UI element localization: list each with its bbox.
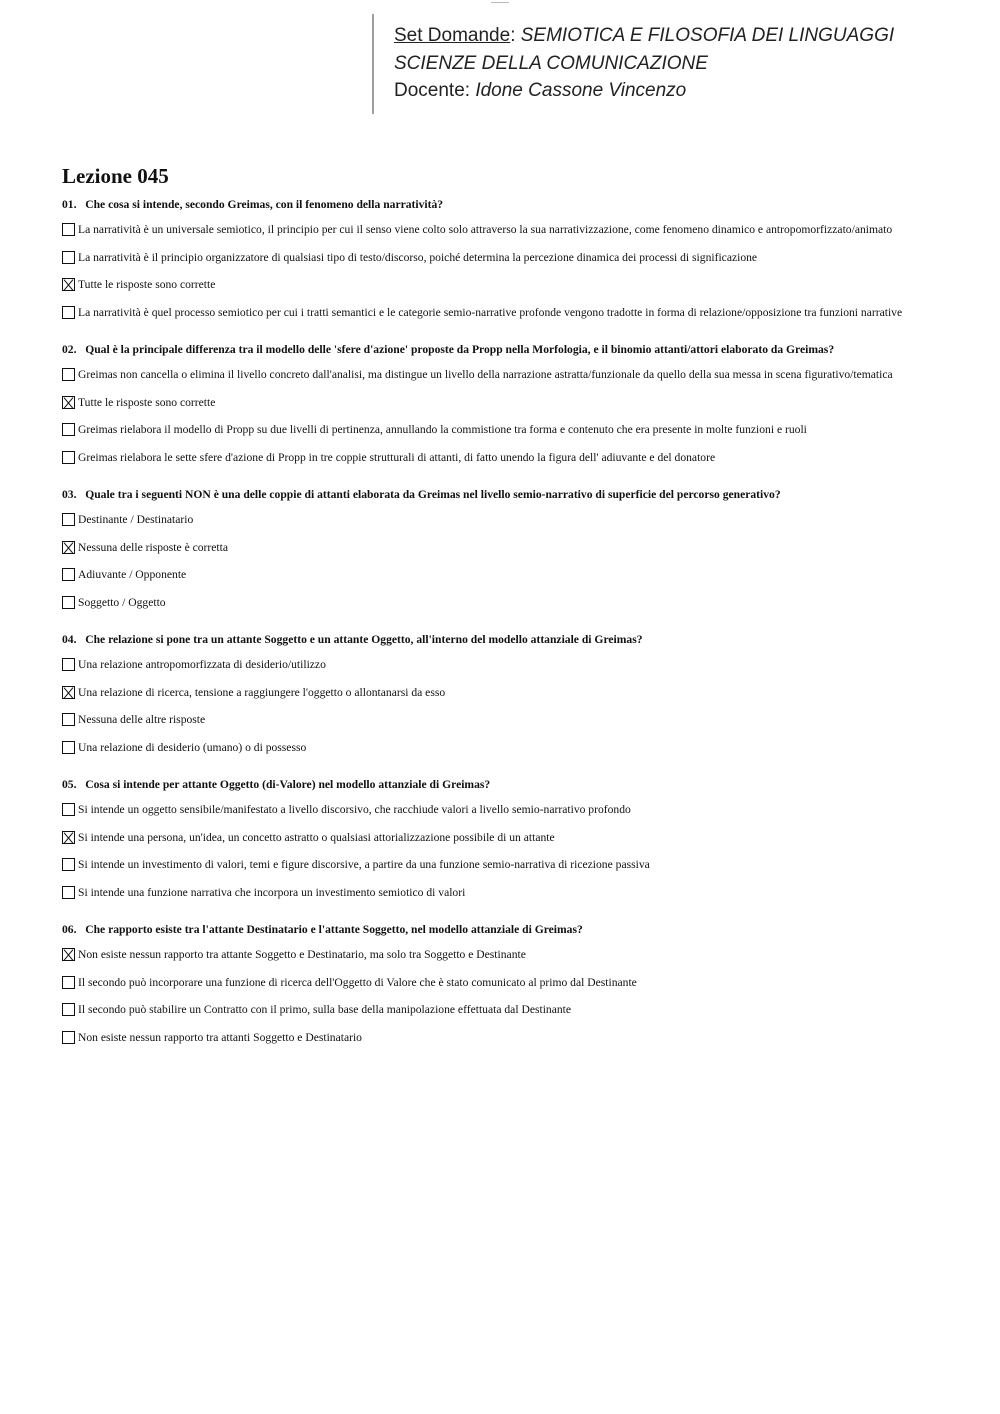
answer-option[interactable] bbox=[62, 595, 922, 611]
answer-option[interactable] bbox=[62, 422, 922, 438]
answer-text: Adiuvante / Opponente bbox=[78, 568, 187, 581]
question-label: Che rapporto esiste tra l'attante Destinatario e l'attante Soggetto, nel modello attanziale di Greimas? bbox=[85, 923, 583, 936]
question-number: 02. bbox=[62, 343, 77, 356]
question-text bbox=[62, 197, 922, 212]
answer-text: Una relazione antropomorfizzata di desiderio/utilizzo bbox=[78, 658, 326, 671]
checkbox-icon[interactable] bbox=[62, 1031, 75, 1044]
answer-text: Non esiste nessun rapporto tra attante Soggetto e Destinatario, ma solo tra Soggetto e Destinante bbox=[78, 948, 526, 961]
checkbox-icon[interactable] bbox=[62, 596, 75, 609]
course-line bbox=[394, 22, 932, 50]
answer-option[interactable] bbox=[62, 947, 922, 963]
question-block bbox=[62, 922, 922, 1045]
answer-option[interactable] bbox=[62, 540, 922, 556]
checkbox-icon[interactable] bbox=[62, 251, 75, 264]
question-text bbox=[62, 777, 922, 792]
answer-text: Nessuna delle altre risposte bbox=[78, 713, 206, 726]
answer-text: Soggetto / Oggetto bbox=[78, 595, 166, 609]
question-block bbox=[62, 197, 922, 320]
answer-text: Si intende un oggetto sensibile/manifestato a livello discorsivo, che racchiude valori a livello semio-narrativo profondo bbox=[78, 803, 631, 816]
checkbox-icon[interactable] bbox=[62, 368, 75, 381]
question-block bbox=[62, 342, 922, 465]
course-title: SEMIOTICA E FILOSOFIA DEI LINGUAGGI bbox=[520, 25, 895, 46]
answer-option[interactable] bbox=[62, 740, 922, 756]
question-text bbox=[62, 632, 922, 647]
question-number: 05. bbox=[62, 778, 77, 791]
answer-text: Nessuna delle risposte è corretta bbox=[78, 540, 229, 554]
answer-option[interactable] bbox=[62, 250, 922, 266]
checkbox-icon[interactable] bbox=[62, 741, 75, 754]
question-number: 03. bbox=[62, 488, 77, 501]
checkbox-icon[interactable] bbox=[62, 858, 75, 871]
answer-option[interactable] bbox=[62, 885, 922, 901]
checkbox-icon[interactable] bbox=[62, 451, 75, 464]
answer-option[interactable] bbox=[62, 395, 922, 411]
answer-text: Tutte le risposte sono corrette bbox=[78, 395, 216, 409]
answer-option[interactable] bbox=[62, 367, 922, 383]
checked-box-icon[interactable] bbox=[62, 686, 75, 699]
question-label: Che relazione si pone tra un attante Soggetto e un attante Oggetto, all'interno del modello attanziale di Greimas? bbox=[85, 633, 643, 646]
teacher-line bbox=[394, 77, 932, 105]
answer-option[interactable] bbox=[62, 450, 922, 466]
set-label: Set Domande bbox=[394, 25, 511, 46]
answer-option[interactable] bbox=[62, 802, 922, 818]
set-separator: : bbox=[510, 25, 516, 46]
checkbox-icon[interactable] bbox=[62, 513, 75, 526]
answer-text: La narratività è quel processo semiotico per cui i tratti semantici e le categorie semio-narrative profonde vengono tradotte in forma di relazione/opposizione tra funzioni narrative bbox=[78, 305, 903, 319]
answer-option[interactable] bbox=[62, 305, 922, 321]
answer-option[interactable] bbox=[62, 830, 922, 846]
answer-text: Il secondo può incorporare una funzione di ricerca dell'Oggetto di Valore che è stato comunicato al primo dal Destinante bbox=[78, 975, 637, 989]
checkbox-icon[interactable] bbox=[62, 976, 75, 989]
answer-text: Destinante / Destinatario bbox=[78, 513, 194, 526]
question-text bbox=[62, 342, 922, 357]
answer-text: La narratività è il principio organizzatore di qualsiasi tipo di testo/discorso, poiché determina la percezione dinamica dei processi di significazione bbox=[78, 250, 758, 264]
answer-text: Una relazione di desiderio (umano) o di possesso bbox=[78, 740, 307, 754]
document-header bbox=[372, 14, 932, 114]
checkbox-icon[interactable] bbox=[62, 803, 75, 816]
question-block bbox=[62, 487, 922, 610]
answer-text: Una relazione di ricerca, tensione a raggiungere l'oggetto o allontanarsi da esso bbox=[78, 685, 446, 699]
answer-option[interactable] bbox=[62, 712, 922, 728]
checkbox-icon[interactable] bbox=[62, 713, 75, 726]
question-number: 01. bbox=[62, 198, 77, 211]
teacher-name: Idone Cassone Vincenzo bbox=[475, 80, 687, 101]
checkbox-icon[interactable] bbox=[62, 1003, 75, 1016]
question-label: Che cosa si intende, secondo Greimas, con il fenomeno della narratività? bbox=[85, 198, 444, 211]
answer-option[interactable] bbox=[62, 512, 922, 528]
answer-option[interactable] bbox=[62, 222, 922, 238]
answer-text: Il secondo può stabilire un Contratto con il primo, sulla base della manipolazione effettuata dal Destinante bbox=[78, 1003, 572, 1016]
answer-text: Greimas non cancella o elimina il livello concreto dall'analisi, ma distingue un livello della narrazione astratta/funzionale da quello della sua messa in scena figurativo/tematica bbox=[78, 368, 893, 381]
checkbox-icon[interactable] bbox=[62, 658, 75, 671]
answer-option[interactable] bbox=[62, 657, 922, 673]
faculty-name: SCIENZE DELLA COMUNICAZIONE bbox=[394, 52, 708, 74]
answer-text: Greimas rielabora le sette sfere d'azione di Propp in tre coppie strutturali di attanti, di fatto unendo la figura dell' adiuvante e del donatore bbox=[78, 450, 716, 464]
answer-option[interactable] bbox=[62, 685, 922, 701]
checkbox-icon[interactable] bbox=[62, 306, 75, 319]
question-text bbox=[62, 487, 922, 502]
checked-box-icon[interactable] bbox=[62, 278, 75, 291]
question-label: Quale tra i seguenti NON è una delle coppie di attanti elaborata da Greimas nel livello semio-narrativo di superficie del percorso generativo? bbox=[85, 488, 781, 501]
question-label: Cosa si intende per attante Oggetto (di-Valore) nel modello attanziale di Greimas? bbox=[85, 778, 491, 791]
answer-text: Non esiste nessun rapporto tra attanti Soggetto e Destinatario bbox=[78, 1030, 362, 1044]
checkbox-icon[interactable] bbox=[62, 886, 75, 899]
answer-text: Si intende un investimento di valori, temi e figure discorsive, a partire da una funzione semio-narrativa di ricezione passiva bbox=[78, 858, 650, 871]
checkbox-icon[interactable] bbox=[62, 423, 75, 436]
answer-option[interactable] bbox=[62, 857, 922, 873]
question-list bbox=[62, 197, 922, 1045]
answer-option[interactable] bbox=[62, 1002, 922, 1018]
answer-text: Greimas rielabora il modello di Propp su due livelli di pertinenza, annullando la commistione tra forma e contenuto che era presente in molte funzioni e ruoli bbox=[78, 423, 807, 436]
question-number: 04. bbox=[62, 633, 77, 646]
answer-text: Tutte le risposte sono corrette bbox=[78, 278, 216, 291]
checkbox-icon[interactable] bbox=[62, 568, 75, 581]
question-text bbox=[62, 922, 922, 937]
answer-text: Si intende una persona, un'idea, un concetto astratto o qualsiasi attorializzazione possibile di un attante bbox=[78, 830, 555, 844]
question-block bbox=[62, 632, 922, 755]
teacher-label: Docente: bbox=[394, 80, 471, 101]
top-divider-mark bbox=[491, 2, 509, 5]
answer-option[interactable] bbox=[62, 975, 922, 991]
checked-box-icon[interactable] bbox=[62, 948, 75, 961]
checked-box-icon[interactable] bbox=[62, 396, 75, 409]
checkbox-icon[interactable] bbox=[62, 223, 75, 236]
answer-text: La narratività è un universale semiotico, il principio per cui il senso viene colto solo attraverso la sua narrativizzazione, come fenomeno dinamico e antropomorfizzato/animato bbox=[78, 223, 893, 236]
answer-option[interactable] bbox=[62, 277, 922, 293]
quiz-content bbox=[62, 163, 922, 1067]
checked-box-icon[interactable] bbox=[62, 831, 75, 844]
answer-option[interactable] bbox=[62, 1030, 922, 1046]
answer-option[interactable] bbox=[62, 567, 922, 583]
question-label: Qual è la principale differenza tra il modello delle 'sfere d'azione' proposte da Propp nella Morfologia, e il binomio attanti/attori elaborato da Greimas? bbox=[85, 343, 835, 356]
lesson-title: Lezione 045 bbox=[62, 164, 169, 188]
faculty-line bbox=[394, 50, 932, 78]
question-number: 06. bbox=[62, 923, 77, 936]
question-block bbox=[62, 777, 922, 900]
answer-text: Si intende una funzione narrativa che incorpora un investimento semiotico di valori bbox=[78, 885, 466, 899]
checked-box-icon[interactable] bbox=[62, 541, 75, 554]
